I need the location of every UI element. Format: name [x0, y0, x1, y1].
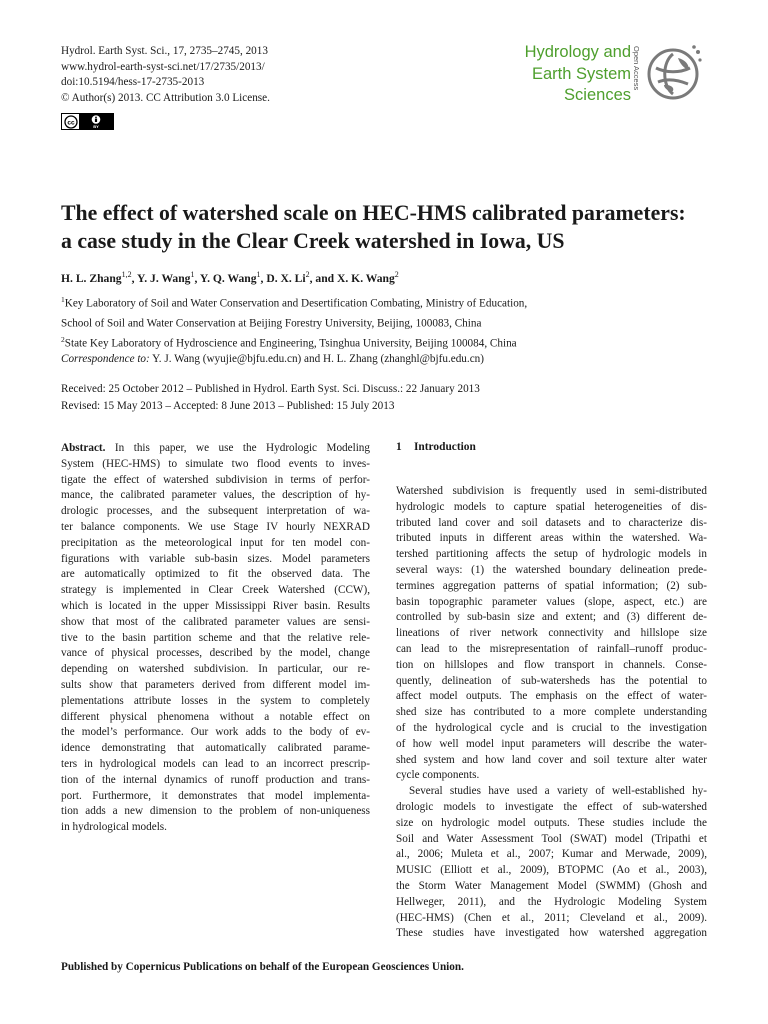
author-separator: , and	[309, 271, 338, 285]
introduction-line: (HEC-HMS) (Chen et al., 2011; Cleveland et al., 2009).	[396, 911, 707, 924]
introduction-line: al., 2006; Muleta et al., 2007; Kumar and Merwade, 2009),	[396, 848, 707, 861]
introduction-line: of the hydrological cycle and is crucial to the investigation	[396, 721, 707, 734]
introduction-line: Soil and Water Assessment Tool (SWAT) model (Tripathi et	[396, 832, 707, 845]
author-affiliation-marker: 1,2	[121, 270, 132, 279]
author-affiliation-marker: 1	[190, 270, 195, 279]
introduction-line: basin topographic parameter values (slope, aspect, etc.) are	[396, 595, 707, 608]
introduction-line: tributed land cover and soil datasets and to characterize dis-	[396, 516, 707, 529]
abstract-line: are automatically optimized to fit the observed data. The	[61, 568, 370, 581]
introduction-line: quently, delineation of sub-watersheds has the potential to	[396, 674, 707, 687]
introduction-line: of how well model input parameters will describe the water-	[396, 737, 707, 750]
correspondence	[61, 353, 484, 365]
revised-date-line: Revised: 15 May 2013 – Accepted: 8 June 2013 – Published: 15 July 2013	[61, 399, 395, 412]
author-separator: ,	[260, 271, 267, 285]
affiliation-text: State Key Laboratory of Hydroscience and Engineering, Tsinghua University, Beijing 100084, China	[64, 338, 517, 351]
abstract-line: strategy is implemented in Clear Creek Watershed (CCW),	[61, 584, 370, 597]
section-heading-introduction	[396, 441, 476, 453]
author-affiliation-marker: 1	[256, 270, 261, 279]
introduction-line: several ways: (1) the watershed boundary delineation prede-	[396, 563, 707, 576]
abstract-line: ters in hydrological models can lead to an incorrect prescrip-	[61, 757, 370, 770]
abstract-line: vance of physical processes, described by the model, change	[61, 647, 370, 660]
correspondence-text: Y. J. Wang (wyujie@bjfu.edu.cn) and H. L. Zhang (zhanghl@bjfu.edu.cn)	[149, 353, 484, 365]
abstract-line: different physical phenomena without a notable effect on	[61, 710, 370, 723]
abstract-line: mance, the calibrated parameter values, the description of hy-	[61, 489, 370, 502]
svg-text:Open Access: Open Access	[632, 46, 641, 91]
received-date-line: Received: 25 October 2012 – Published in Hydrol. Earth Syst. Sci. Discuss.: 22 January 2013	[61, 383, 480, 395]
publication-dates	[61, 381, 480, 414]
introduction-line: Hellweger, 2011), and the Hydrologic Modeling System	[396, 895, 707, 908]
abstract-line: in hydrological models.	[61, 821, 167, 834]
introduction-line: Several studies have used a variety of well-established hy-	[409, 785, 707, 798]
affiliation-line	[61, 292, 721, 312]
title-line-2: a case study in the Clear Creek watershed in Iowa, US	[61, 228, 565, 253]
abstract-line: ter balance components. We use Stage IV hourly NEXRAD	[61, 520, 370, 533]
introduction-line: lineations of river network connectivity and hillslope size	[396, 627, 707, 640]
author-affiliation-marker: 2	[394, 270, 399, 279]
journal-name-line-1: Hydrology and	[524, 43, 631, 61]
abstract-text: In this paper, we use the Hydrologic Modeling	[105, 442, 370, 454]
abstract-line: the model’s performance. Our work adds to the body of ev-	[61, 726, 370, 739]
affiliations	[61, 292, 721, 353]
introduction-line: tershed partitioning affects the setup of hydrologic models in	[396, 548, 707, 561]
title-line-1: The effect of watershed scale on HEC-HMS calibrated parameters:	[61, 201, 686, 225]
abstract-line: precipitation as the meteorological input for ten model con-	[61, 536, 370, 549]
author-separator: ,	[131, 271, 137, 285]
introduction-line: hydrologic models to capture spatial heterogeneities of dis-	[396, 500, 707, 513]
abstract-line: idence demonstrating that automatically calibrated parame-	[61, 742, 370, 755]
abstract-line: figurations with variable sub-basin sizes. Model parameters	[61, 552, 370, 565]
introduction-line: drologic models to investigate the effect of sub-watershed	[396, 800, 707, 813]
abstract-first-line	[61, 441, 370, 457]
attribution-icon	[79, 114, 113, 129]
affiliation-marker: 1	[61, 295, 65, 304]
introduction-line: termines aggregation patterns of spatial information; (2) sub-	[396, 579, 707, 592]
journal-citation: Hydrol. Earth Syst. Sci., 17, 2735–2745, 2013	[61, 45, 268, 57]
doi[interactable]: doi:10.5194/hess-17-2735-2013	[61, 76, 205, 89]
correspondence-label: Correspondence to:	[61, 353, 150, 365]
abstract-line: port. Furthermore, it demonstrates that model implementa-	[61, 789, 370, 802]
abstract-line: show that most of the calibrated parameter values are sensi-	[61, 615, 370, 628]
introduction-line: controlled by sub-basin size and extent; and (3) different de-	[396, 611, 707, 624]
abstract-line: which is located in the upper Mississippi River basin. Results	[61, 599, 370, 612]
author-separator: ,	[194, 271, 200, 285]
cc-by-license-badge[interactable]	[61, 113, 114, 130]
author-name: Y. J. Wang	[136, 271, 191, 285]
abstract-label: Abstract.	[61, 442, 106, 454]
section-title: Introduction	[414, 441, 476, 453]
affiliation-text: School of Soil and Water Conservation at Beijing Forestry University, Beijing, 100083, China	[61, 317, 482, 330]
abstract-line: plementations attribute losses in the system to completely	[61, 694, 370, 707]
author-list	[61, 270, 399, 285]
publisher-footer: Published by Copernicus Publications on behalf of the European Geosciences Union.	[61, 961, 464, 973]
introduction-line: tributed inputs in different areas within the watershed. Wa-	[396, 532, 707, 545]
author-name: Y. Q. Wang	[199, 271, 257, 285]
journal-name	[503, 42, 631, 107]
introduction-line: affect model outputs. The emphasis on the effect of water-	[396, 690, 707, 703]
abstract-line: tive to the basin partition scheme and that the relative rele-	[61, 631, 370, 644]
svg-text:BY: BY	[93, 124, 99, 129]
open-access-label	[626, 44, 641, 112]
introduction-line: These studies have investigated how watershed aggregation	[396, 927, 707, 940]
svg-text:cc: cc	[66, 119, 75, 127]
abstract-line: tion adds a new dimension to the problem of non-uniqueness	[61, 805, 370, 818]
abstract-line: System (HEC-HMS) to simulate two flood events to inves-	[61, 457, 370, 470]
abstract	[61, 441, 370, 836]
introduction-line: MUSIC (Elliott et al., 2009), BTOPMC (Ao et al., 2003),	[396, 864, 707, 877]
section-number: 1	[396, 441, 402, 453]
author-name: X. K. Wang	[337, 271, 395, 285]
abstract-line: tigate the effect of watershed subdivision in terms of perfor-	[61, 473, 370, 486]
introduction-line: tion on hillslopes and flow transport in channels. Conse-	[396, 658, 707, 671]
abstract-line: drologic processes, and the subsequent interpretation of wa-	[61, 505, 370, 518]
globe-icon	[642, 40, 704, 108]
affiliation-marker: 2	[61, 335, 65, 345]
introduction-line: Watershed subdivision is frequently used in semi-distributed	[396, 485, 707, 497]
author-name: H. L. Zhang	[61, 271, 122, 285]
copyright-notice: © Author(s) 2013. CC Attribution 3.0 License.	[61, 91, 270, 104]
abstract-line: sults show that parameters derived from different model im-	[61, 678, 370, 691]
affiliation-text: Key Laboratory of Soil and Water Conservation and Desertification Combating, Ministry of Education,	[64, 297, 528, 310]
creative-commons-icon	[62, 114, 79, 129]
introduction-line: can lead to the misrepresentation of rainfall–runoff produc-	[396, 642, 707, 655]
journal-name-line-3: Sciences	[564, 86, 631, 104]
introduction-line: cycle components.	[396, 769, 480, 782]
abstract-line: tion of the internal dynamics of runoff production and trans-	[61, 773, 370, 786]
abstract-line: depending on watershed subdivision. In particular, our re-	[61, 663, 370, 676]
citation-block	[61, 44, 361, 106]
introduction-line: shed system and how land cover and soil texture alter water	[396, 753, 707, 766]
affiliation-line	[61, 312, 721, 332]
introduction-body	[396, 484, 707, 942]
introduction-line: the Storm Water Management Model (SWMM) (Ghosh and	[396, 879, 707, 892]
paper-title	[61, 200, 721, 255]
affiliation-line	[61, 332, 721, 352]
author-affiliation-marker: 2	[305, 270, 310, 279]
introduction-line: shed size has contributed to a more complete understanding	[396, 706, 707, 719]
author-name: D. X. Li	[266, 271, 306, 285]
introduction-line: size on hydrologic model outputs. These studies include the	[396, 816, 707, 829]
article-url[interactable]: www.hydrol-earth-syst-sci.net/17/2735/2013/	[61, 60, 265, 73]
journal-name-line-2: Earth System	[531, 64, 631, 83]
